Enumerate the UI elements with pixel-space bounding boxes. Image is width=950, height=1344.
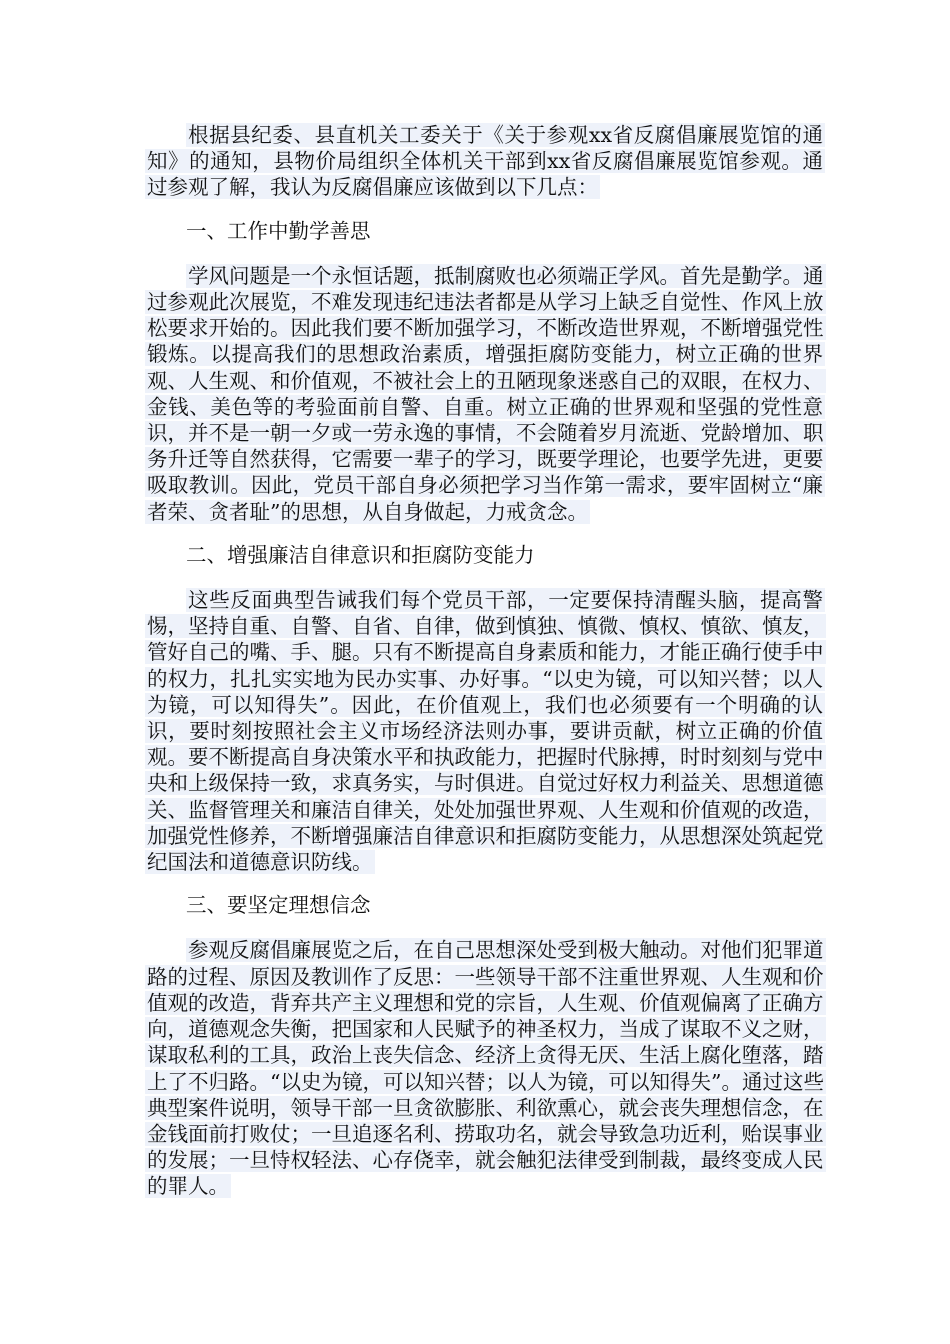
section-2-body xyxy=(145,587,825,875)
section-2-heading: 二、增强廉洁自律意识和拒腐防变能力 xyxy=(186,542,535,567)
intro-paragraph xyxy=(145,122,825,201)
section-1-text: 学风问题是一个永恒话题，抵制腐败也必须端正学风。首先是勤学。通过参观此次展览，不难发现违纪违法者都是从学习上缺乏自觉性、作风上放松要求开始的。因此我们要不断加强学习，不断改造世界观，不断增强党性锻炼。以提高我们的思想政治素质，增强拒腐防变能力，树立正确的世界观、人生观、和价值观，不被社会上的丑陋现象迷惑自己的双眼，在权力、金钱、美色等的考验面前自警、自重。树立正确的世界观和坚强的党性意识，并不是一朝一夕或一劳永逸的事情，不会随着岁月流逝、党龄增加、职务升迁等自然获得，它需要一辈子的学习，既要学理论，也要学先进，更要吸取教训。因此，党员干部自身必须把学习当作第一需求，要牢固树立“廉者荣、贪者耻”的思想，从自身做起，力戒贪念。 xyxy=(147,263,824,524)
section-3-heading: 三、要坚定理想信念 xyxy=(186,893,371,918)
intro-text: 根据县纪委、县直机关工委关于《关于参观xx省反腐倡廉展览馆的通知》的通知，县物价局组织全体机关干部到xx省反腐倡廉展览馆参观。通过参观了解，我认为反腐倡廉应该做到以下几点： xyxy=(147,123,823,200)
section-1-heading: 一、工作中勤学善思 xyxy=(186,218,371,243)
section-3-text: 参观反腐倡廉展览之后，在自己思想深处受到极大触动。对他们犯罪道路的过程、原因及教训作了反思：一些领导干部不注重世界观、人生观和价值观的改造，背弃共产主义理想和党的宗旨，人生观、价值观偏离了正确方向，道德观念失衡，把国家和人民赋予的神圣权力，当成了谋取不义之财，谋取私利的工具，政治上丧失信念、经济上贪得无厌、生活上腐化堕落，踏上了不归路。“以史为镜，可以知兴替；以人为镜，可以知得失”。通过这些典型案件说明，领导干部一旦贪欲膨胀、利欲熏心，就会丧失理想信念，在金钱面前打败仗；一旦追逐名利、捞取功名，就会导致急功近利，贻误事业的发展；一旦恃权轻法、心存侥幸，就会触犯法律受到制裁，最终变成人民的罪人。 xyxy=(147,938,824,1199)
section-1-body xyxy=(145,263,825,525)
section-3-body xyxy=(145,937,825,1199)
document-body xyxy=(145,122,825,1217)
section-2-text: 这些反面典型告诫我们每个党员干部，一定要保持清醒头脑，提高警惕，坚持自重、自警、自省、自律，做到慎独、慎微、慎权、慎欲、慎友，管好自己的嘴、手、腿。只有不断提高自身素质和能力，才能正确行使手中的权力，扎扎实实地为民办实事、办好事。“以史为镜，可以知兴替；以人为镜，可以知得失”。因此，在价值观上，我们也必须要有一个明确的认识，要时刻按照社会主义市场经济法则办事，要讲贡献，树立正确的价值观。要不断提高自身决策水平和执政能力，把握时代脉搏，时时刻刻与党中央和上级保持一致，求真务实，与时俱进。自觉过好权力利益关、思想道德关、监督管理关和廉洁自律关，处处加强世界观、人生观和价值观的改造，加强党性修养，不断增强廉洁自律意识和拒腐防变能力，从思想深处筑起党纪国法和道德意识防线。 xyxy=(147,588,824,875)
